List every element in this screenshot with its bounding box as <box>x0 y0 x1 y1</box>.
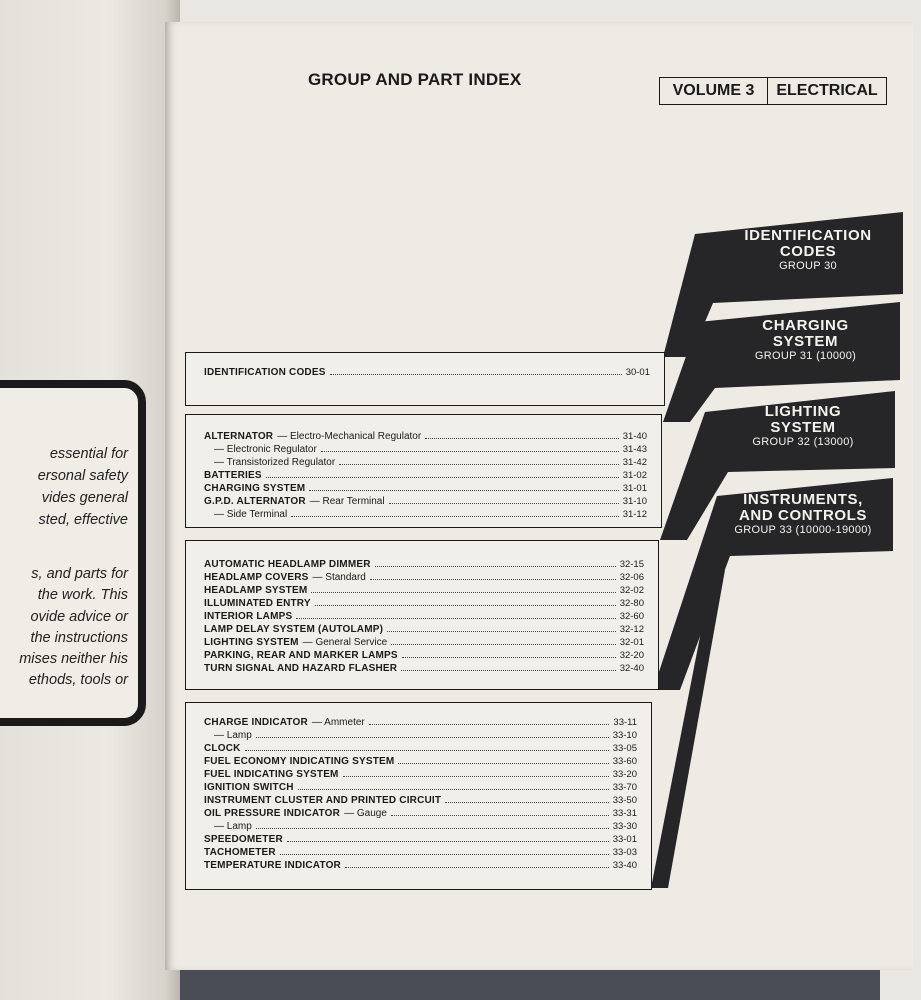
index-entry <box>204 663 644 676</box>
entry-page: 31-40 <box>622 431 647 442</box>
entry-page: 33-70 <box>612 782 637 793</box>
leader-dots <box>369 723 610 725</box>
index-entry <box>204 717 637 730</box>
entry-page: 30-01 <box>625 367 650 378</box>
entry-page: 32-60 <box>619 611 644 622</box>
section-box-group-33 <box>185 702 652 890</box>
leader-dots <box>298 788 609 790</box>
entry-name: PARKING, REAR AND MARKER LAMPS <box>204 650 398 661</box>
notice-line: the instructions <box>30 630 128 646</box>
entry-name: ALTERNATOR <box>204 431 274 442</box>
tab-identification-codes <box>713 228 903 273</box>
entry-name: OIL PRESSURE INDICATOR <box>204 808 341 819</box>
left-page <box>0 0 180 1000</box>
tab-name-line: SYSTEM <box>772 333 839 350</box>
entry-name: HEADLAMP COVERS <box>204 572 309 583</box>
leader-dots <box>315 604 616 606</box>
entry-name: TEMPERATURE INDICATOR <box>204 860 341 871</box>
entry-name: IGNITION SWITCH <box>204 782 294 793</box>
entry-page: 32-12 <box>619 624 644 635</box>
entry-subtitle: — Lamp <box>214 821 252 832</box>
entry-page: 32-40 <box>619 663 644 674</box>
entry-page: 32-20 <box>619 650 644 661</box>
entry-name: TACHOMETER <box>204 847 276 858</box>
entry-name: CLOCK <box>204 743 241 754</box>
leader-dots <box>345 866 609 868</box>
index-entry <box>204 483 647 496</box>
entry-subtitle: — Standard <box>312 572 366 583</box>
index-entry <box>204 572 644 585</box>
tab-instruments-controls <box>713 492 893 537</box>
entry-page: 33-50 <box>612 795 637 806</box>
tab-name-line: INSTRUMENTS, <box>743 491 863 508</box>
leader-dots <box>280 853 609 855</box>
leader-dots <box>321 450 619 452</box>
entry-page: 32-15 <box>619 559 644 570</box>
index-entry <box>204 860 637 873</box>
index-entry <box>204 637 644 650</box>
entry-page: 32-01 <box>619 637 644 648</box>
index-entry <box>204 769 637 782</box>
notice-line: ethods, tools or <box>28 672 128 688</box>
entry-page: 31-10 <box>622 496 647 507</box>
tab-name-line: LIGHTING <box>764 403 842 420</box>
tab-group: GROUP 32 (13000) <box>752 436 854 448</box>
entry-page: 33-01 <box>612 834 637 845</box>
tab-name-line: CODES <box>779 243 837 260</box>
leader-dots <box>398 762 608 764</box>
leader-dots <box>389 502 619 504</box>
index-entry <box>214 821 637 834</box>
entry-page: 32-06 <box>619 572 644 583</box>
leader-dots <box>309 489 618 491</box>
index-entry <box>214 444 647 457</box>
leader-dots <box>256 827 609 829</box>
tab-charging-system <box>713 318 898 363</box>
notice-line: mises neither his <box>19 651 128 667</box>
section-box-group-31 <box>185 414 662 528</box>
entry-page: 33-60 <box>612 756 637 767</box>
leader-dots <box>391 643 616 645</box>
notice-line: the work. This <box>37 587 128 603</box>
leader-dots <box>287 840 609 842</box>
entry-page: 31-43 <box>622 444 647 455</box>
entry-page: 32-02 <box>619 585 644 596</box>
entry-name: G.P.D. ALTERNATOR <box>204 496 306 507</box>
tab-name-line: IDENTIFICATION <box>744 227 872 244</box>
index-entry <box>214 457 647 470</box>
tab-name-line: CHARGING <box>762 317 849 334</box>
index-entry <box>204 624 644 637</box>
leader-dots <box>402 656 616 658</box>
tab-lighting-system <box>713 404 893 449</box>
section-box-group-32 <box>185 540 659 690</box>
tab-group: GROUP 33 (10000-19000) <box>734 524 872 536</box>
entry-name: INTERIOR LAMPS <box>204 611 293 622</box>
leader-dots <box>266 476 619 478</box>
entry-subtitle: — Gauge <box>344 808 387 819</box>
index-entry <box>204 470 647 483</box>
leader-dots <box>256 736 609 738</box>
index-entry <box>204 650 644 663</box>
index-entry <box>204 367 650 380</box>
entry-name: FUEL ECONOMY INDICATING SYSTEM <box>204 756 395 767</box>
index-entry <box>204 611 644 624</box>
entry-subtitle: — Transistorized Regulator <box>214 457 336 468</box>
tab-name-line: SYSTEM <box>770 419 836 436</box>
index-entry <box>214 509 647 522</box>
category-label: ELECTRICAL <box>776 82 878 99</box>
leader-dots <box>296 617 615 619</box>
leader-dots <box>245 749 609 751</box>
entry-page: 33-40 <box>612 860 637 871</box>
entry-subtitle: — Lamp <box>214 730 252 741</box>
entry-name: ILLUMINATED ENTRY <box>204 598 311 609</box>
entry-name: CHARGING SYSTEM <box>204 483 306 494</box>
leader-dots <box>401 669 615 671</box>
notice-line: essential for <box>49 446 128 462</box>
notice-box <box>0 380 146 726</box>
entry-page: 33-05 <box>612 743 637 754</box>
leader-dots <box>343 775 609 777</box>
index-entry <box>204 743 637 756</box>
entry-page: 31-42 <box>622 457 647 468</box>
entry-page: 33-10 <box>612 730 637 741</box>
entry-page: 33-20 <box>612 769 637 780</box>
notice-line: ovide advice or <box>30 609 128 625</box>
entry-subtitle: — Rear Terminal <box>309 496 385 507</box>
index-entry <box>204 598 644 611</box>
index-entry <box>204 756 637 769</box>
tab-group: GROUP 30 <box>779 260 837 272</box>
entry-subtitle: — Electronic Regulator <box>214 444 317 455</box>
leader-dots <box>445 801 608 803</box>
index-entry <box>204 834 637 847</box>
entry-name: LAMP DELAY SYSTEM (AUTOLAMP) <box>204 624 384 635</box>
notice-line: sted, effective <box>38 512 128 528</box>
binding-shadow <box>180 968 880 1000</box>
notice-line: s, and parts for <box>31 566 128 582</box>
leader-dots <box>387 630 616 632</box>
entry-page: 31-02 <box>622 470 647 481</box>
index-entry <box>214 730 637 743</box>
right-page <box>165 22 913 970</box>
leader-dots <box>311 591 615 593</box>
entry-subtitle: — Ammeter <box>311 717 365 728</box>
leader-dots <box>425 437 619 439</box>
entry-page: 32-80 <box>619 598 644 609</box>
entry-subtitle: — Side Terminal <box>214 509 288 520</box>
page-title: GROUP AND PART INDEX <box>308 70 522 89</box>
entry-name: SPEEDOMETER <box>204 834 283 845</box>
entry-name: BATTERIES <box>204 470 262 481</box>
entry-page: 33-30 <box>612 821 637 832</box>
tab-name-line: AND CONTROLS <box>738 507 868 524</box>
index-entry <box>204 782 637 795</box>
entry-name: AUTOMATIC HEADLAMP DIMMER <box>204 559 371 570</box>
entry-name: INSTRUMENT CLUSTER AND PRINTED CIRCUIT <box>204 795 442 806</box>
section-box-group-30 <box>185 352 665 406</box>
entry-name: CHARGE INDICATOR <box>204 717 308 728</box>
index-entry <box>204 795 637 808</box>
entry-name: TURN SIGNAL AND HAZARD FLASHER <box>204 663 398 674</box>
entry-page: 33-11 <box>613 717 637 728</box>
notice-line: vides general <box>41 490 128 506</box>
entry-page: 31-12 <box>622 509 647 520</box>
index-entry <box>204 431 647 444</box>
entry-name: LIGHTING SYSTEM <box>204 637 299 648</box>
leader-dots <box>339 463 619 465</box>
volume-label: VOLUME 3 <box>660 78 768 104</box>
leader-dots <box>375 565 616 567</box>
leader-dots <box>291 515 619 517</box>
index-entry <box>204 559 644 572</box>
index-entry <box>204 847 637 860</box>
index-entry <box>204 496 647 509</box>
entry-name: IDENTIFICATION CODES <box>204 367 326 378</box>
leader-dots <box>391 814 609 816</box>
entry-name: HEADLAMP SYSTEM <box>204 585 308 596</box>
entry-page: 33-31 <box>612 808 637 819</box>
entry-subtitle: — General Service <box>302 637 388 648</box>
entry-name: FUEL INDICATING SYSTEM <box>204 769 339 780</box>
notice-line: ersonal safety <box>37 468 128 484</box>
leader-dots <box>370 578 616 580</box>
tab-group: GROUP 31 (10000) <box>754 350 857 362</box>
entry-page: 31-01 <box>622 483 647 494</box>
leader-dots <box>330 373 622 375</box>
index-entry <box>204 585 644 598</box>
entry-subtitle: — Electro-Mechanical Regulator <box>277 431 422 442</box>
index-entry <box>204 808 637 821</box>
entry-page: 33-03 <box>612 847 637 858</box>
